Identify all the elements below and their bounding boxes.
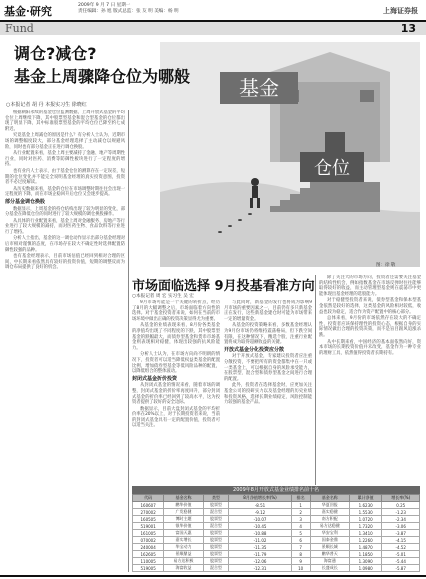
table-cell: 股票型 xyxy=(203,558,229,565)
table-cell: -10.45 xyxy=(229,523,291,530)
table-cell: 易方达稳健 xyxy=(310,523,349,530)
table-row xyxy=(133,530,420,537)
table-cell: 国泰金鼎 xyxy=(310,537,349,544)
table-header-cell: 类型 xyxy=(203,495,229,502)
table-cell: -4.52 xyxy=(382,544,420,551)
market-paragraph: 从基金的业绩表现来看，8月份各类基金的净值均出现了不同程度的下跌，其中股票型基金的跌幅最大，而债券型基金和货币市场基金则表现相对稳健，体现出较强的抗风险能力。 xyxy=(132,323,220,351)
market-paragraph: 9月市场可能是一个关键的转折点，经历了8月的大幅调整之后，市场面临着方向性的选择。对于基金投资者来说，如何在当前的市场环境中做出正确的投资决策显得尤为重要。 xyxy=(132,300,220,322)
table-cell: 股票型 xyxy=(203,537,229,544)
far-right-paragraph: 从中长期来看，中国经济的基本面依然向好，资本市场的长期投资价值并未改变，基金作为一种专业的理财工具，依然值得投资者长期持有。 xyxy=(319,339,421,356)
table-row xyxy=(133,509,420,516)
table-cell: -1.23 xyxy=(382,509,420,516)
table-cell: -5.44 xyxy=(382,558,420,565)
far-right-paragraph: 对于稳健型投资者来说，债券型基金和保本型基金依然是较好的选择，这类基金的风险相对较低，收益也较为稳定，适合作为资产配置中的核心部分。 xyxy=(319,298,421,315)
table-header-cell: 8月净值增长率(%) xyxy=(229,495,291,502)
table-cell: 162605 xyxy=(133,551,164,558)
left-paragraph: 究竟基金上周减仓的原因是什么？有分析人士认为，近期市场的调整幅度较大，部分基金经理选择了主动减仓以规避风险，同时也有部分基金正在进行调仓换股。 xyxy=(5,133,125,150)
market-paragraph: 此外，投资者在选择基金时，应更加关注基金公司的投研实力以及基金经理的历史业绩和投资风格，选择长期业绩稳定、风险控制能力较强的基金产品。 xyxy=(224,383,312,406)
header-band xyxy=(0,22,426,35)
table-cell: -3.87 xyxy=(382,530,420,537)
table-header-cell: 排名 xyxy=(291,495,310,502)
table-cell: 易方达积极 xyxy=(164,558,203,565)
table-cell: -11.35 xyxy=(229,544,291,551)
table-cell: -5.01 xyxy=(382,551,420,558)
table-cell: 景顺长城 xyxy=(310,544,349,551)
table-row xyxy=(133,551,420,558)
fund-ranking-table xyxy=(132,486,420,574)
table-cell: 161005 xyxy=(133,530,164,537)
table-row xyxy=(133,565,420,572)
table-cell: 1.5530 xyxy=(349,509,382,516)
table-cell: 10 xyxy=(291,565,310,572)
table-cell: 240004 xyxy=(133,544,164,551)
table-cell: 1.0720 xyxy=(349,516,382,523)
table-cell: 1 xyxy=(291,502,310,509)
table-cell: 6 xyxy=(291,537,310,544)
table-cell: 4 xyxy=(291,523,310,530)
footer-rule xyxy=(0,575,426,577)
table-cell: 股票型 xyxy=(203,551,229,558)
market-column-1 xyxy=(132,300,220,484)
table-cell: 8 xyxy=(291,551,310,558)
table-cell: 华夏回报 xyxy=(310,502,349,509)
header-date: 2009年 9 月 7 日 星期一 xyxy=(78,3,131,8)
table-cell: 华宝动力 xyxy=(164,544,203,551)
table-cell: -11.02 xyxy=(229,537,291,544)
column-divider xyxy=(128,110,129,572)
table-header-cell: 增长率(%) xyxy=(382,495,420,502)
table-cell: 南方积配 xyxy=(310,516,349,523)
table-cell: 混合型 xyxy=(203,565,229,572)
far-right-paragraph: 除了关注大的市场方向，投资者还需要关注基金的结构性机会，例如指数基金在市场反弹时往往能够取得较好的收益，而主动管理型基金则在震荡市中更能体现出基金经理的选股能力。 xyxy=(319,275,421,297)
table-cell: -12.06 xyxy=(229,558,291,565)
table-cell: 股票型 xyxy=(203,516,229,523)
table-row xyxy=(133,516,420,523)
table-cell: -10.07 xyxy=(229,516,291,523)
table-cell: 1.3410 xyxy=(349,530,382,537)
table-cell: 519005 xyxy=(133,565,164,572)
table-cell: 富国天惠 xyxy=(164,530,203,537)
table-cell: 海富通 xyxy=(310,558,349,565)
table-cell: 1.2260 xyxy=(349,537,382,544)
table-cell: 160505 xyxy=(133,516,164,523)
table-cell: 1.0980 xyxy=(349,565,382,572)
table-cell: 银华价值 xyxy=(164,523,203,530)
market-paragraph: 分析人士认为，在市场方向尚不明朗的情况下，投资者可以适当降低权益类基金的配置比例，增加债券型基金等低风险品种的配置，以降低组合的整体波动。 xyxy=(132,352,220,375)
table-cell: 混合型 xyxy=(203,523,229,530)
table-cell: 1.6230 xyxy=(349,502,382,509)
table-row xyxy=(133,523,420,530)
table-cell: -8.51 xyxy=(229,502,291,509)
table-row xyxy=(133,544,420,551)
table-cell: 股票型 xyxy=(203,502,229,509)
table-cell: 博时主题 xyxy=(164,516,203,523)
table-cell: 1.4870 xyxy=(349,544,382,551)
left-paragraph: 从历史数据来看，基金的仓位在市场调整时期往往会出现一定程度的下降，而在市场企稳回升后仓位又会逐步提高。 xyxy=(5,186,125,198)
left-paragraph: 数据显示，上周基金的持仓结构出现了较为明显的变化，部分基金在降低仓位的同时进行了较大规模的调仓换股操作。 xyxy=(5,206,125,218)
table-cell: 7 xyxy=(291,544,310,551)
table-cell: 景顺鼎益 xyxy=(164,551,203,558)
table-row xyxy=(133,537,420,544)
market-byline: ○本报记者 周 宏 实习生 吴 宏 xyxy=(132,294,194,299)
position-sign-text: 仓位 xyxy=(314,158,350,179)
table-cell: -5.87 xyxy=(382,565,420,572)
table-cell: 070002 xyxy=(133,537,164,544)
market-paragraph: 数据显示，目前大盘封闭式基金的平均折价率在20%以上，对于长期投资者来说，当前的封闭式基金具有一定的配置价值，投资者可以适当关注。 xyxy=(132,406,220,429)
table-cell: 海富收益 xyxy=(164,565,203,572)
table-cell: 1.1850 xyxy=(349,551,382,558)
left-paragraph: 也有基金经理表示，目前市场估值已经回到相对合理的区间，中长期来看依然具有较好的投资价值，短期的调整反而为调仓布局提供了良好的机会。 xyxy=(5,254,125,271)
hero-illustration xyxy=(160,42,420,267)
market-subheading: 封闭式基金折价投资 xyxy=(132,375,178,382)
table-cell: -4.15 xyxy=(382,537,420,544)
table-cell: -3.06 xyxy=(382,523,420,530)
table-cell: -11.79 xyxy=(229,551,291,558)
table-row xyxy=(133,502,420,509)
table-cell: 混合型 xyxy=(203,509,229,516)
table-cell: -12.31 xyxy=(229,565,291,572)
table-cell: 270002 xyxy=(133,509,164,516)
left-paragraph: 分析人士指出，基金的这一调仓动作显示出部分基金经理对后市相对谨慎的态度，在市场存在较大不确定性时选择配置防御性较强的品种。 xyxy=(5,236,125,253)
hero-title-line1: 调仓?减仓? xyxy=(14,44,97,63)
table-cell: 1.7320 xyxy=(349,523,382,530)
table-cell: 160607 xyxy=(133,502,164,509)
far-right-paragraph: 总体来看，9月份的市场依然存在较大的不确定性，投资者应该保持理性的投资心态，根据自身的实际情况做出合理的投资决策，而不是盲目跟风追涨杀跌。 xyxy=(319,316,421,338)
table-cell: 长盛成长 xyxy=(310,565,349,572)
market-subheading: 开放式基金分化投资应分散 xyxy=(224,346,285,353)
hero-title-line2: 基金上周骤降仓位为哪般 xyxy=(14,67,191,86)
table-body xyxy=(133,502,420,572)
table-cell: 股票型 xyxy=(203,530,229,537)
left-subheading: 部分基金调仓换股 xyxy=(5,198,46,205)
table-header-cell: 基金名称 xyxy=(164,495,203,502)
table-cell: 华安宝利 xyxy=(310,530,349,537)
table-cell: 519001 xyxy=(133,523,164,530)
table-cell: 9 xyxy=(291,558,310,565)
market-title: 市场面临选择 9月投基看准方向 xyxy=(132,279,315,294)
page-number: 13 xyxy=(400,22,416,35)
table-header-row xyxy=(133,495,420,502)
table-cell: 嘉实增长 xyxy=(164,537,203,544)
table-cell: 股票型 xyxy=(203,544,229,551)
market-paragraph: 对于开放式基金，专家建议投资者应注重分散投资，不要把所有的资金都集中在一只或一类基金上，可以根据自身的风险承受能力，在股票型、混合型和债券型基金之间进行合理的配置。 xyxy=(224,354,312,382)
table-cell: 3 xyxy=(291,516,310,523)
building-icon xyxy=(270,52,390,162)
table-cell: 0.25 xyxy=(382,502,420,509)
far-right-column xyxy=(319,275,421,485)
table-cell: 1.3090 xyxy=(349,558,382,565)
page-header xyxy=(0,0,426,20)
table-header-cell: 代码 xyxy=(133,495,164,502)
table-cell: -9.12 xyxy=(229,509,291,516)
hero-byline: ○本报记者 胡 丹 本报实习生 徐晓红 xyxy=(6,102,87,108)
table-cell: -10.88 xyxy=(229,530,291,537)
market-column-2 xyxy=(224,300,312,484)
table-cell: 110005 xyxy=(133,558,164,565)
fund-label: Fund xyxy=(5,22,34,35)
left-column xyxy=(5,110,125,572)
publication-name: 上海证券报 xyxy=(383,6,418,15)
ranking-table xyxy=(132,494,420,572)
table-cell: 鹏华价值 xyxy=(164,502,203,509)
fund-sign-text: 基金 xyxy=(239,76,279,100)
table-header-cell: 基金名称 xyxy=(310,495,349,502)
table-row xyxy=(133,558,420,565)
table-cell: 2 xyxy=(291,509,310,516)
left-paragraph: 从行业配置来看，基金上周主要减持了金融、地产等周期性行业，同时对医药、消费等防御性板块进行了一定程度的增持。 xyxy=(5,151,125,168)
table-cell: 广发稳健 xyxy=(164,509,203,516)
left-paragraph: 根据朝阳永续的基金仓位监测数据，上周开放式基金的平均仓位上周继续下降，其中股票型基金和混合型基金的仓位都出现了明显下降，其中标准股票型基金的平均仓位已降至约七成附近。 xyxy=(5,110,125,132)
market-paragraph: 从基金的投资策略来看，多数基金经理认为9月份市场仍将维持震荡格局，但下跌空间有限，在这种情况下，精选个股、注重行业配置将成为取得超额收益的关键。 xyxy=(224,323,312,346)
section-title: 基金·研究 xyxy=(4,5,52,18)
header-meta xyxy=(78,3,328,15)
column-divider xyxy=(315,275,316,485)
table-cell: 鹏华普天 xyxy=(310,551,349,558)
market-paragraph: 与此同时，新基金的发行也将成为影响9月市场的重要因素之一，目前仍有多只新基金正在发行，这些新基金建仓时可能为市场带来一定的增量资金。 xyxy=(224,300,312,322)
table-cell: 5 xyxy=(291,530,310,537)
market-paragraph: 从封闭式基金的情况来看，随着市场的调整，封闭式基金的折价率再度回升，部分封闭式基金的折价率已经回到了较高水平，这为投资者提供了较好的安全边际。 xyxy=(132,383,220,406)
table-header-cell: 累计净值 xyxy=(349,495,382,502)
header-editors: 责任编辑：孙 旭 版式总监：张 友 明 美编：杨 明 xyxy=(78,9,179,14)
left-paragraph: 从具体的行业配置来看，基金上周对金融服务、房地产等行业进行了较大规模的减持，而对医药生物、食品饮料等行业进行了增持。 xyxy=(5,218,125,235)
illus-caption: 图：徐 敬 xyxy=(376,263,396,268)
table-cell: -2.34 xyxy=(382,516,420,523)
table-caption: 2009年8月开放式基金业绩排名前十名 xyxy=(132,486,420,494)
left-paragraph: 也有业内人士表示，由于基金仓位的测算存在一定误差，短期的仓位变化并不能完全说明基金经理的真实投资意图，投资者不必过度解读。 xyxy=(5,168,125,186)
table-cell: 嘉实稳健 xyxy=(310,509,349,516)
